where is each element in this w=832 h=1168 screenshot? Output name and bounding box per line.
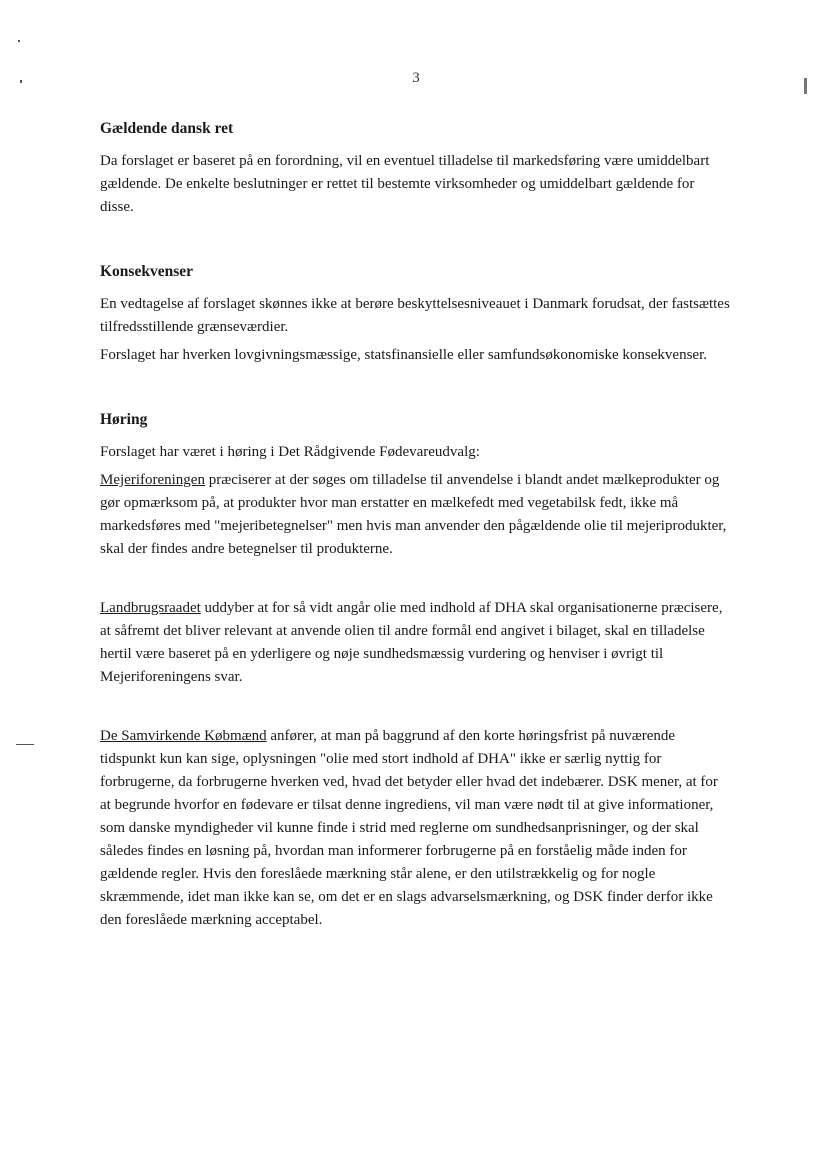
response-paragraph <box>100 725 730 932</box>
org-name: De Samvirkende Købmænd <box>100 728 267 744</box>
response-paragraph <box>100 469 730 561</box>
document-body <box>100 118 730 964</box>
org-name: Mejeriforeningen <box>100 472 205 488</box>
response-text: præciserer at der søges om tilladelse til anvendelse i blandt andet mælkeprodukter og gør opmærksom på, at produkter hvor man erstatter en mælkefedt med vegetabilsk fedt, ikke må markedsføres med "mejeribetegnelser" men hvis man anvender den pågældende olie til mejeriprodukter, skal der findes andre betegnelser til produkterne. <box>100 472 727 557</box>
paragraph: Forslaget har været i høring i Det Rådgivende Fødevareudvalg: <box>100 444 480 460</box>
org-name: Landbrugsraadet <box>100 600 201 616</box>
section-konsekvenser <box>100 261 730 367</box>
section-hoering <box>100 409 730 932</box>
page-number: 3 <box>412 70 420 86</box>
scan-mark <box>18 40 20 42</box>
scan-mark <box>20 80 22 83</box>
paragraph: Da forslaget er baseret på en forordning, vil en eventuel tilladelse til markedsføring være umiddelbart gældende. De enkelte beslutninger er rettet til bestemte virksomheder og umiddelbart gældende for disse. <box>100 153 710 215</box>
paragraph: En vedtagelse af forslaget skønnes ikke at berøre beskyttelsesniveauet i Danmark forudsat, der fastsættes tilfredsstillende grænseværdier. <box>100 296 730 335</box>
paragraph: Forslaget har hverken lovgivningsmæssige, statsfinansielle eller samfundsøkonomiske konsekvenser. <box>100 347 707 363</box>
section-heading: Høring <box>100 411 148 428</box>
scan-mark <box>16 744 34 745</box>
section-gaeldende-dansk-ret <box>100 118 730 219</box>
response-text: anfører, at man på baggrund af den korte høringsfrist på nuværende tidspunkt kun kan sige, oplysningen "olie med stort indhold af DHA" ikke er særlig nyttig for forbrugerne, da forbrugerne hverken ved, hvad det betyder eller hvad det indebærer. DSK mener, at for at begrunde hvorfor en fødevare er tilsat denne ingrediens, vil man være nødt til at give informationer, som danske myndigheder vil kunne finde i strid med reglerne om sundhedsanprisninger, og der skal således findes en løsning på, hvordan man informerer forbrugerne på en forståelig måde inden for gældende regler. Hvis den foreslåede mærkning står alene, er den utilstrækkelig og for nogle skræmmende, idet man ikke kan se, om det er en slags advarselsmærkning, og DSK finder derfor ikke den foreslåede mærkning acceptabel. <box>100 728 718 928</box>
scan-mark <box>804 78 807 94</box>
response-paragraph <box>100 597 730 689</box>
response-text: uddyber at for så vidt angår olie med indhold af DHA skal organisationerne præcisere, at såfremt det bliver relevant at anvende olien til andre formål end angivet i bilaget, skal en tilladelse hertil være baseret på en yderligere og nøje sundhedsmæssig vurdering og henviser i øvrigt til Mejeriforeningens svar. <box>100 600 723 685</box>
section-heading: Konsekvenser <box>100 263 193 280</box>
section-heading: Gældende dansk ret <box>100 120 234 137</box>
